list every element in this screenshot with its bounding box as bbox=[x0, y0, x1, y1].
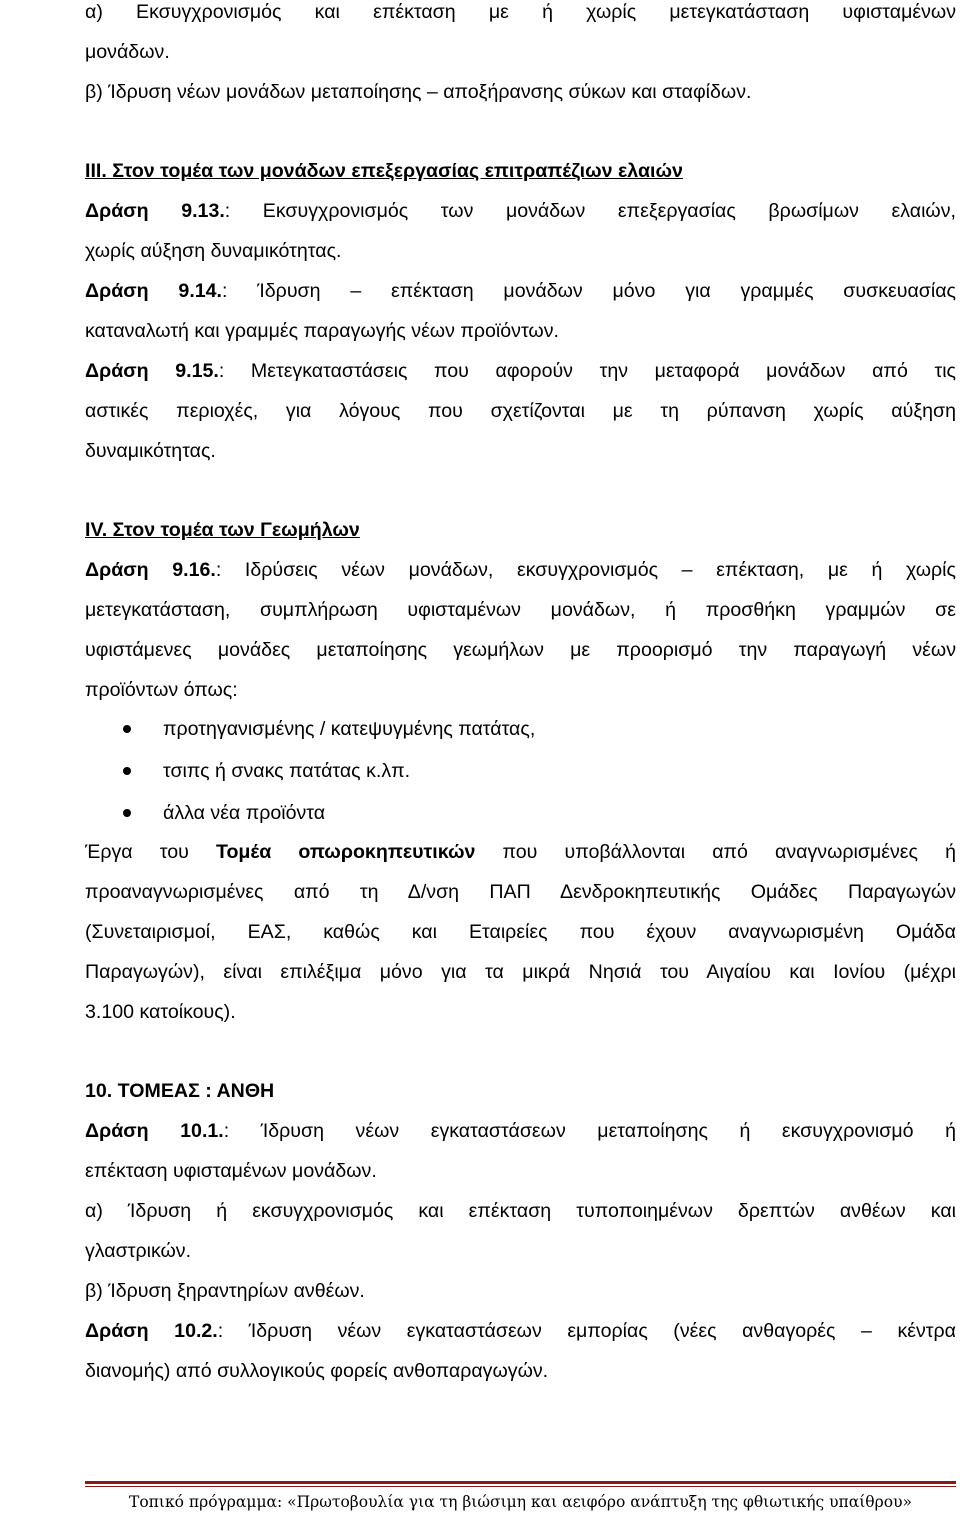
action-10-2 bbox=[85, 1311, 956, 1351]
text-line: μονάδων. bbox=[85, 41, 170, 63]
footer-rule bbox=[85, 1481, 956, 1484]
action-label: Δράση 9.14. bbox=[85, 280, 223, 302]
text-line: διανομής) από συλλογικούς φορείς ανθοπαραγωγών. bbox=[85, 1360, 549, 1382]
text-line: Παραγωγών), είναι επιλέξιμα μόνο για τα μικρά Νησιά του Αιγαίου και Ιονίου (μέχρι bbox=[85, 961, 956, 983]
text-line: α) Εκσυγχρονισμός και επέκταση με ή χωρίς μετεγκατάσταση υφισταμένων bbox=[85, 1, 956, 23]
section-heading-iii: ΙΙΙ. Στον τομέα των μονάδων επεξεργασίας επιτραπέζιων ελαιών bbox=[85, 160, 683, 182]
text-line: γλαστρικών. bbox=[85, 1240, 192, 1262]
bullet-icon bbox=[123, 767, 131, 775]
paragraph-line: Έργα του Τομέα οπωροκηπευτικών που υποβάλλονται από αναγνωρισμένες ή bbox=[85, 841, 956, 863]
text-line: αστικές περιοχές, για λόγους που σχετίζονται με τη ρύπανση χωρίς αύξηση bbox=[85, 400, 956, 422]
page-footer: Τοπικό πρόγραμμα: «Πρωτοβουλία για τη βιώσιμη και αειφόρο ανάπτυξη της φθιωτικής υπαίθρου» bbox=[129, 1493, 912, 1511]
sector-name: Τομέα οπωροκηπευτικών bbox=[215, 841, 476, 863]
text-line: προϊόντων όπως: bbox=[85, 679, 238, 701]
list-item: προτηγανισμένης / κατεψυγμένης πατάτας, bbox=[163, 709, 535, 749]
text-line: υφιστάμενες μονάδες μεταποίησης γεωμήλων με προορισμό την παραγωγή νέων bbox=[85, 639, 956, 661]
action-9-16 bbox=[85, 550, 956, 590]
action-text: : Εκσυγχρονισμός των μονάδων επεξεργασίας βρωσίμων ελαιών, bbox=[224, 200, 956, 222]
text-line: μετεγκατάσταση, συμπλήρωση υφισταμένων μονάδων, ή προσθήκη γραμμών σε bbox=[85, 599, 956, 621]
list-item: άλλα νέα προϊόντα bbox=[163, 793, 325, 833]
text-line: προαναγνωρισμένες από τη Δ/νση ΠΑΠ Δενδροκηπευτικής Ομάδες Παραγωγών bbox=[85, 881, 956, 903]
action-9-14 bbox=[85, 271, 956, 311]
text-line: β) Ίδρυση νέων μονάδων μεταποίησης – αποξήρανσης σύκων και σταφίδων. bbox=[85, 81, 752, 103]
section-heading-10: 10. ΤΟΜΕΑΣ : ΑΝΘΗ bbox=[85, 1080, 275, 1102]
action-text: : Ιδρύσεις νέων μονάδων, εκσυγχρονισμός – επέκταση, με ή χωρίς bbox=[215, 559, 956, 581]
action-label: Δράση 10.2. bbox=[85, 1320, 218, 1342]
text-line: β) Ίδρυση ξηραντηρίων ανθέων. bbox=[85, 1280, 365, 1302]
text-line: επέκταση υφισταμένων μονάδων. bbox=[85, 1160, 377, 1182]
action-text: : Ίδρυση νέων εγκαταστάσεων μεταποίησης ή εκσυγχρονισμό ή bbox=[223, 1120, 956, 1142]
text-line: χωρίς αύξηση δυναμικότητας. bbox=[85, 240, 342, 262]
list-item: τσιπς ή σνακς πατάτας κ.λπ. bbox=[163, 751, 410, 791]
action-9-13 bbox=[85, 191, 956, 231]
action-label: Δράση 9.13. bbox=[85, 200, 225, 222]
action-label: Δράση 10.1. bbox=[85, 1120, 224, 1142]
action-text: : Ίδρυση – επέκταση μονάδων μόνο για γραμμές συσκευασίας bbox=[222, 280, 957, 302]
action-9-15 bbox=[85, 351, 956, 391]
text-line: α) Ίδρυση ή εκσυγχρονισμός και επέκταση τυποποιημένων δρεπτών ανθέων και bbox=[85, 1200, 956, 1222]
action-label: Δράση 9.15. bbox=[85, 360, 219, 382]
text-line: 3.100 κατοίκους). bbox=[85, 1001, 236, 1023]
action-text: : Μετεγκαταστάσεις που αφορούν την μεταφορά μονάδων από τις bbox=[218, 360, 956, 382]
footer-rule-thin bbox=[85, 1486, 956, 1487]
action-text: : Ίδρυση νέων εγκαταστάσεων εμπορίας (νέες ανθαγορές – κέντρα bbox=[217, 1320, 956, 1342]
text-line: καταναλωτή και γραμμές παραγωγής νέων προϊόντων. bbox=[85, 320, 559, 342]
text-line: (Συνεταιρισμοί, ΕΑΣ, καθώς και Εταιρείες που έχουν αναγνωρισμένη Ομάδα bbox=[85, 921, 956, 943]
text-line: δυναμικότητας. bbox=[85, 440, 216, 462]
bullet-icon bbox=[123, 725, 131, 733]
action-10-1 bbox=[85, 1111, 956, 1151]
action-label: Δράση 9.16. bbox=[85, 559, 216, 581]
section-heading-iv: IV. Στον τομέα των Γεωμήλων bbox=[85, 519, 360, 541]
bullet-icon bbox=[123, 809, 131, 817]
